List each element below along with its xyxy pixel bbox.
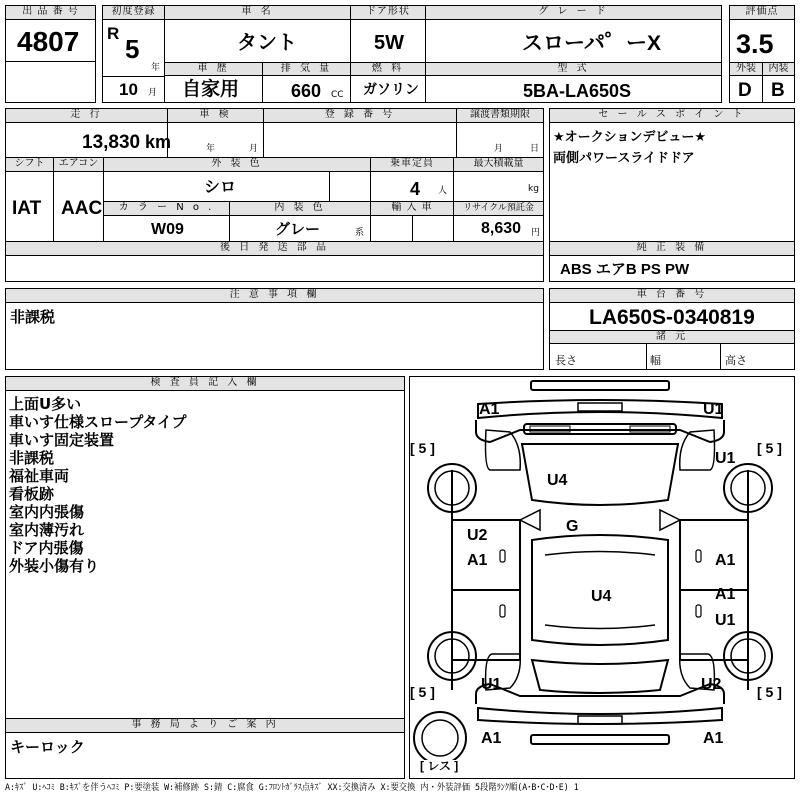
int-color-label: 内 装 色 <box>229 201 371 216</box>
mark-left-front-door-a: U2 <box>467 527 488 544</box>
transfer-day-unit: 日 <box>530 144 540 154</box>
ext-grade: D <box>738 80 752 101</box>
month-unit: 月 <box>148 88 158 98</box>
tire-fr: [ 5 ] <box>757 440 782 456</box>
sales-label: セ ー ル ス ポ イ ン ト <box>549 108 795 123</box>
mark-roof: U4 <box>547 472 568 489</box>
tire-rl: [ 5 ] <box>410 684 435 700</box>
spec-label: 諸 元 <box>549 330 795 344</box>
mileage-label: 走 行 <box>5 108 168 123</box>
transfer-label: 譲渡書類期限 <box>456 108 544 123</box>
mark-rear-left-quarter: U1 <box>481 676 502 693</box>
score: 3.5 <box>736 29 774 59</box>
history: 自家用 <box>182 79 240 100</box>
capacity: 4 <box>410 179 421 199</box>
year-unit: 年 <box>151 63 161 73</box>
inspector-line: 非課税 <box>9 449 55 467</box>
equipment: ABS エアB PS PW <box>560 261 690 278</box>
lot-number: 4807 <box>17 26 80 57</box>
mark-rear-bumper-left: A1 <box>481 730 502 747</box>
sales-line-2: 両側パワースライドドア <box>553 151 695 166</box>
mark-left-front-door-b: A1 <box>467 552 488 569</box>
office-label: 事 務 局 よ り ご 案 内 <box>5 718 405 733</box>
grade-label: グ レ ー ド <box>425 5 722 20</box>
int-grade: B <box>771 80 785 101</box>
disp-unit: CC <box>331 90 344 100</box>
mark-rear-bumper-right: A1 <box>703 730 724 747</box>
mark-right-rear-door-b: U1 <box>715 612 736 629</box>
lot-number-label: 出 品 番 号 <box>5 5 96 20</box>
inspector-line: 車いす固定装置 <box>9 431 115 449</box>
car-name-label: 車 名 <box>164 5 351 20</box>
import-label: 輸 入 車 <box>370 201 454 216</box>
inspection-label: 車 検 <box>167 108 264 123</box>
door-label: ドア形状 <box>350 5 426 20</box>
car-name: タント <box>237 32 297 54</box>
inspector-line: 室内内張傷 <box>9 503 85 521</box>
inspector-line: 室内薄汚れ <box>9 521 85 539</box>
recycle: 8,630 <box>481 220 522 237</box>
fuel-label: 燃 料 <box>350 62 426 76</box>
office-value: キーロック <box>10 738 85 756</box>
notes-label: 注 意 事 項 欄 <box>5 288 544 303</box>
inspector-line: 福祉車両 <box>9 467 70 485</box>
registration-label: 登 録 番 号 <box>263 108 457 123</box>
spare-tire-mark: [ レス ] <box>420 759 459 773</box>
disp-label: 排 気 量 <box>262 62 351 76</box>
equipment-label: 純 正 装 備 <box>549 241 795 256</box>
mark-rear-roof: U4 <box>591 588 612 605</box>
mark-right-front-fender: U1 <box>715 450 736 467</box>
mileage-unit: km <box>145 132 172 152</box>
inspector-line: 上面U多い <box>9 395 82 413</box>
inspector-line: 看板跡 <box>9 485 55 503</box>
height-label: 高さ <box>725 354 747 367</box>
ac: AAC <box>61 198 103 219</box>
inspection-year-unit: 年 <box>206 144 216 154</box>
mark-front-right: U1 <box>703 401 724 418</box>
int-color: グレー <box>275 221 321 238</box>
inspection-month-unit: 月 <box>249 144 259 154</box>
capacity-unit: 人 <box>438 186 448 196</box>
fuel: ガソリン <box>363 81 419 97</box>
model: 5BA-LA650S <box>523 81 632 101</box>
door-type: 5W <box>374 32 404 54</box>
mark-rear-right-quarter: U2 <box>701 676 722 693</box>
load-unit: kg <box>528 184 539 194</box>
recycle-unit: 円 <box>531 228 541 238</box>
mark-glass: G <box>566 518 579 535</box>
grade: スローパ゜ーX <box>522 32 661 55</box>
recycle-label: リサイクル預託金 <box>453 201 544 216</box>
notes-value: 非課税 <box>10 308 56 326</box>
ac-label: エアコン <box>53 157 104 172</box>
load-label: 最大積載量 <box>453 157 544 172</box>
int-color-suffix: 系 <box>355 228 365 238</box>
chassis-number: LA650S-0340819 <box>589 306 755 329</box>
mark-right-rear-door-a: A1 <box>715 586 736 603</box>
chassis-label: 車 台 番 号 <box>549 288 795 303</box>
model-label: 型 式 <box>425 62 722 76</box>
sales-line-1: ★オークションデビュー★ <box>553 130 707 145</box>
mark-front-left: A1 <box>479 401 500 418</box>
inspector-line: 車いす仕様スロープタイプ <box>9 413 187 431</box>
mileage: 13,830 <box>82 132 141 153</box>
color-no: W09 <box>151 221 184 238</box>
reg-month: 10 <box>119 80 138 99</box>
int-label: 内装 <box>762 62 795 76</box>
score-label: 評価点 <box>729 5 795 20</box>
ext-label: 外装 <box>729 62 763 76</box>
color: シロ <box>204 179 237 196</box>
shift: IAT <box>12 198 42 219</box>
reg-year: 5 <box>125 34 140 64</box>
inspector-line: 外装小傷有り <box>9 557 100 575</box>
later-parts-label: 後 日 発 送 部 品 <box>5 241 544 256</box>
displacement: 660 <box>291 81 322 101</box>
first-reg-label: 初度登録 <box>102 5 165 20</box>
inspector-label: 検 査 員 記 入 欄 <box>5 376 405 391</box>
tire-rr: [ 5 ] <box>757 684 782 700</box>
color-no-label: カ ラ ー N o . <box>103 201 230 216</box>
transfer-month-unit: 月 <box>494 144 504 154</box>
capacity-label: 乗車定員 <box>370 157 454 172</box>
legend: A:ｷｽﾞ U:ﾍｺﾐ B:ｷｽﾞを伴うﾍｺﾐ P:要塗装 W:補修跡 S:錆 C:腐食 G:ﾌﾛﾝﾄｶﾞﾗｽ点ｷｽﾞ XX:交換済み X:要交換 内・外装評価 5段階ﾗﾝｸ順(A･B･C･D･E) 1 <box>5 783 579 793</box>
mark-right-front-door: A1 <box>715 552 736 569</box>
width-label: 幅 <box>650 354 661 367</box>
color-label: 外 装 色 <box>103 157 371 172</box>
shift-label: シフト <box>5 157 54 172</box>
inspector-line: ドア内張傷 <box>9 539 84 557</box>
length-label: 長さ <box>555 354 577 367</box>
tire-fl: [ 5 ] <box>410 440 435 456</box>
history-label: 車 歴 <box>164 62 263 76</box>
era: R <box>107 24 120 43</box>
